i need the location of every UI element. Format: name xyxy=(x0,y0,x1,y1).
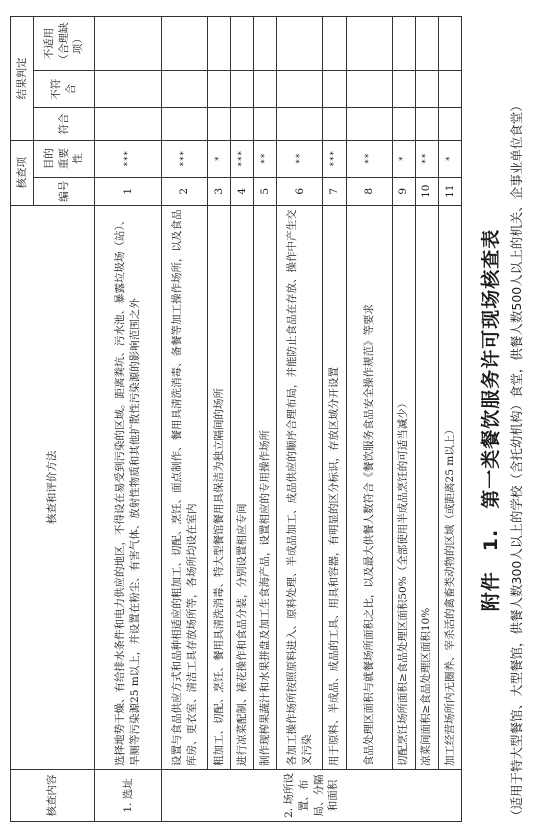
header-item-group: 核查项 xyxy=(11,140,34,205)
item-number: 1 xyxy=(94,177,161,205)
method-cell: 加工经营场所内无圈养、宰杀活的禽畜类动物的区域（或距离25 m以上） xyxy=(438,205,461,769)
table-row xyxy=(231,17,254,822)
importance-stars: * xyxy=(208,140,231,177)
item-number: 5 xyxy=(254,177,277,205)
document-title: 附件 1. 第一类餐饮服务许可现场核查表 xyxy=(480,228,502,612)
method-cell: 粗加工、切配、烹饪、餐用具清洗消毒、特大型餐馆餐用具保洁为独立隔间的场所 xyxy=(208,205,231,769)
not-applicable-cell[interactable] xyxy=(323,17,346,71)
importance-stars: ** xyxy=(346,140,392,177)
importance-stars: *** xyxy=(162,140,208,177)
not-conform-cell[interactable] xyxy=(277,71,323,108)
item-number: 4 xyxy=(231,177,254,205)
conform-cell[interactable] xyxy=(231,108,254,141)
item-number: 7 xyxy=(323,177,346,205)
header-conform: 符合 xyxy=(34,108,95,141)
conform-cell[interactable] xyxy=(323,108,346,141)
conform-cell[interactable] xyxy=(208,108,231,141)
importance-stars: * xyxy=(392,140,415,177)
method-cell: 切配烹饪场所面积≥食品处理区面积50%（全部使用半成品烹饪的可适当减少） xyxy=(392,205,415,769)
not-conform-cell[interactable] xyxy=(392,71,415,108)
not-conform-cell[interactable] xyxy=(94,71,161,108)
header-not-applicable: 不适用（合理缺项） xyxy=(34,17,95,71)
not-applicable-cell[interactable] xyxy=(254,17,277,71)
importance-stars: * xyxy=(438,140,461,177)
table-row xyxy=(438,17,461,822)
method-cell: 进行凉菜配制、裱花操作和食品分装，分别设置相应专间 xyxy=(231,205,254,769)
not-applicable-cell[interactable] xyxy=(277,17,323,71)
importance-stars: ** xyxy=(254,140,277,177)
method-cell: 凉菜间面积≥食品处理区面积10% xyxy=(415,205,438,769)
inspection-table xyxy=(10,16,462,822)
section-layout: 2. 场所设置、布局、分隔和面积 xyxy=(162,769,462,821)
not-conform-cell[interactable] xyxy=(415,71,438,108)
method-cell: 设置与食品供应方式和品种相适应的粗加工、切配、烹饪、面点制作、餐用具清洗消毒、备餐等加工操作场所，以及食品库房、更衣室、清洁工具存放场所等，各场所均设在室内 xyxy=(162,205,208,769)
method-cell: 用于原料、半成品、成品的工具、用具和容器，有明显的区分标识，存放区域分开设置 xyxy=(323,205,346,769)
not-conform-cell[interactable] xyxy=(162,71,208,108)
item-number: 9 xyxy=(392,177,415,205)
not-applicable-cell[interactable] xyxy=(162,17,208,71)
not-conform-cell[interactable] xyxy=(438,71,461,108)
item-number: 6 xyxy=(277,177,323,205)
not-applicable-cell[interactable] xyxy=(438,17,461,71)
not-conform-cell[interactable] xyxy=(254,71,277,108)
method-cell: 食品处理区面积与就餐场所面积之比，以及最大供餐人数符合《餐饮服务食品安全操作规范》等要求 xyxy=(346,205,392,769)
item-number: 8 xyxy=(346,177,392,205)
item-number: 3 xyxy=(208,177,231,205)
header-method: 核查和评价方法 xyxy=(11,205,95,769)
header-number: 编号 xyxy=(34,177,95,205)
not-applicable-cell[interactable] xyxy=(231,17,254,71)
item-number: 2 xyxy=(162,177,208,205)
not-applicable-cell[interactable] xyxy=(208,17,231,71)
not-applicable-cell[interactable] xyxy=(392,17,415,71)
not-applicable-cell[interactable] xyxy=(346,17,392,71)
not-conform-cell[interactable] xyxy=(323,71,346,108)
conform-cell[interactable] xyxy=(415,108,438,141)
importance-stars: *** xyxy=(231,140,254,177)
item-number: 10 xyxy=(415,177,438,205)
table-row xyxy=(323,17,346,822)
conform-cell[interactable] xyxy=(162,108,208,141)
importance-stars: *** xyxy=(323,140,346,177)
table-row xyxy=(415,17,438,822)
not-applicable-cell[interactable] xyxy=(94,17,161,71)
not-conform-cell[interactable] xyxy=(208,71,231,108)
table-row xyxy=(277,17,323,822)
header-not-conform: 不符合 xyxy=(34,71,95,108)
header-importance: 目的重要性 xyxy=(34,140,95,177)
importance-stars: ** xyxy=(277,140,323,177)
importance-stars: ** xyxy=(415,140,438,177)
table-row xyxy=(162,17,208,822)
conform-cell[interactable] xyxy=(277,108,323,141)
conform-cell[interactable] xyxy=(254,108,277,141)
table-row xyxy=(254,17,277,822)
method-cell: 制作现榨果蔬汁和水果拼盘及加工生食海产品，设置相应的专用操作场所 xyxy=(254,205,277,769)
header-content: 核查内容 xyxy=(11,769,95,821)
table-row xyxy=(346,17,392,822)
importance-stars: *** xyxy=(94,140,161,177)
conform-cell[interactable] xyxy=(438,108,461,141)
not-conform-cell[interactable] xyxy=(231,71,254,108)
header-result-group: 结果判定 xyxy=(11,17,34,141)
table-row xyxy=(208,17,231,822)
not-applicable-cell[interactable] xyxy=(415,17,438,71)
table-row xyxy=(392,17,415,822)
item-number: 11 xyxy=(438,177,461,205)
method-cell: 选择地势干燥、有给排水条件和电力供应的地区，不得设在易受到污染的区域。距离粪坑、污水池、暴露垃圾场（站）、旱厕等污染源25 m以上，并设置在粉尘、有害气体、放射性物质和其他扩散性污染源的影响范围之外 xyxy=(94,205,161,769)
method-cell: 各加工操作场所按照原料进入、原料处理、半成品加工、成品供应的顺序合理布局，并能防止食品在存放、操作中产生交叉污染 xyxy=(277,205,323,769)
conform-cell[interactable] xyxy=(392,108,415,141)
table-row xyxy=(94,17,161,822)
section-site: 1. 选址 xyxy=(94,769,161,821)
not-conform-cell[interactable] xyxy=(346,71,392,108)
conform-cell[interactable] xyxy=(94,108,161,141)
document-subtitle: （适用于特大型餐馆、大型餐馆，供餐人数300人以上的学校（含托幼机构）食堂，供餐人数500人以上的机关、企事业单位食堂） xyxy=(509,99,524,822)
conform-cell[interactable] xyxy=(346,108,392,141)
